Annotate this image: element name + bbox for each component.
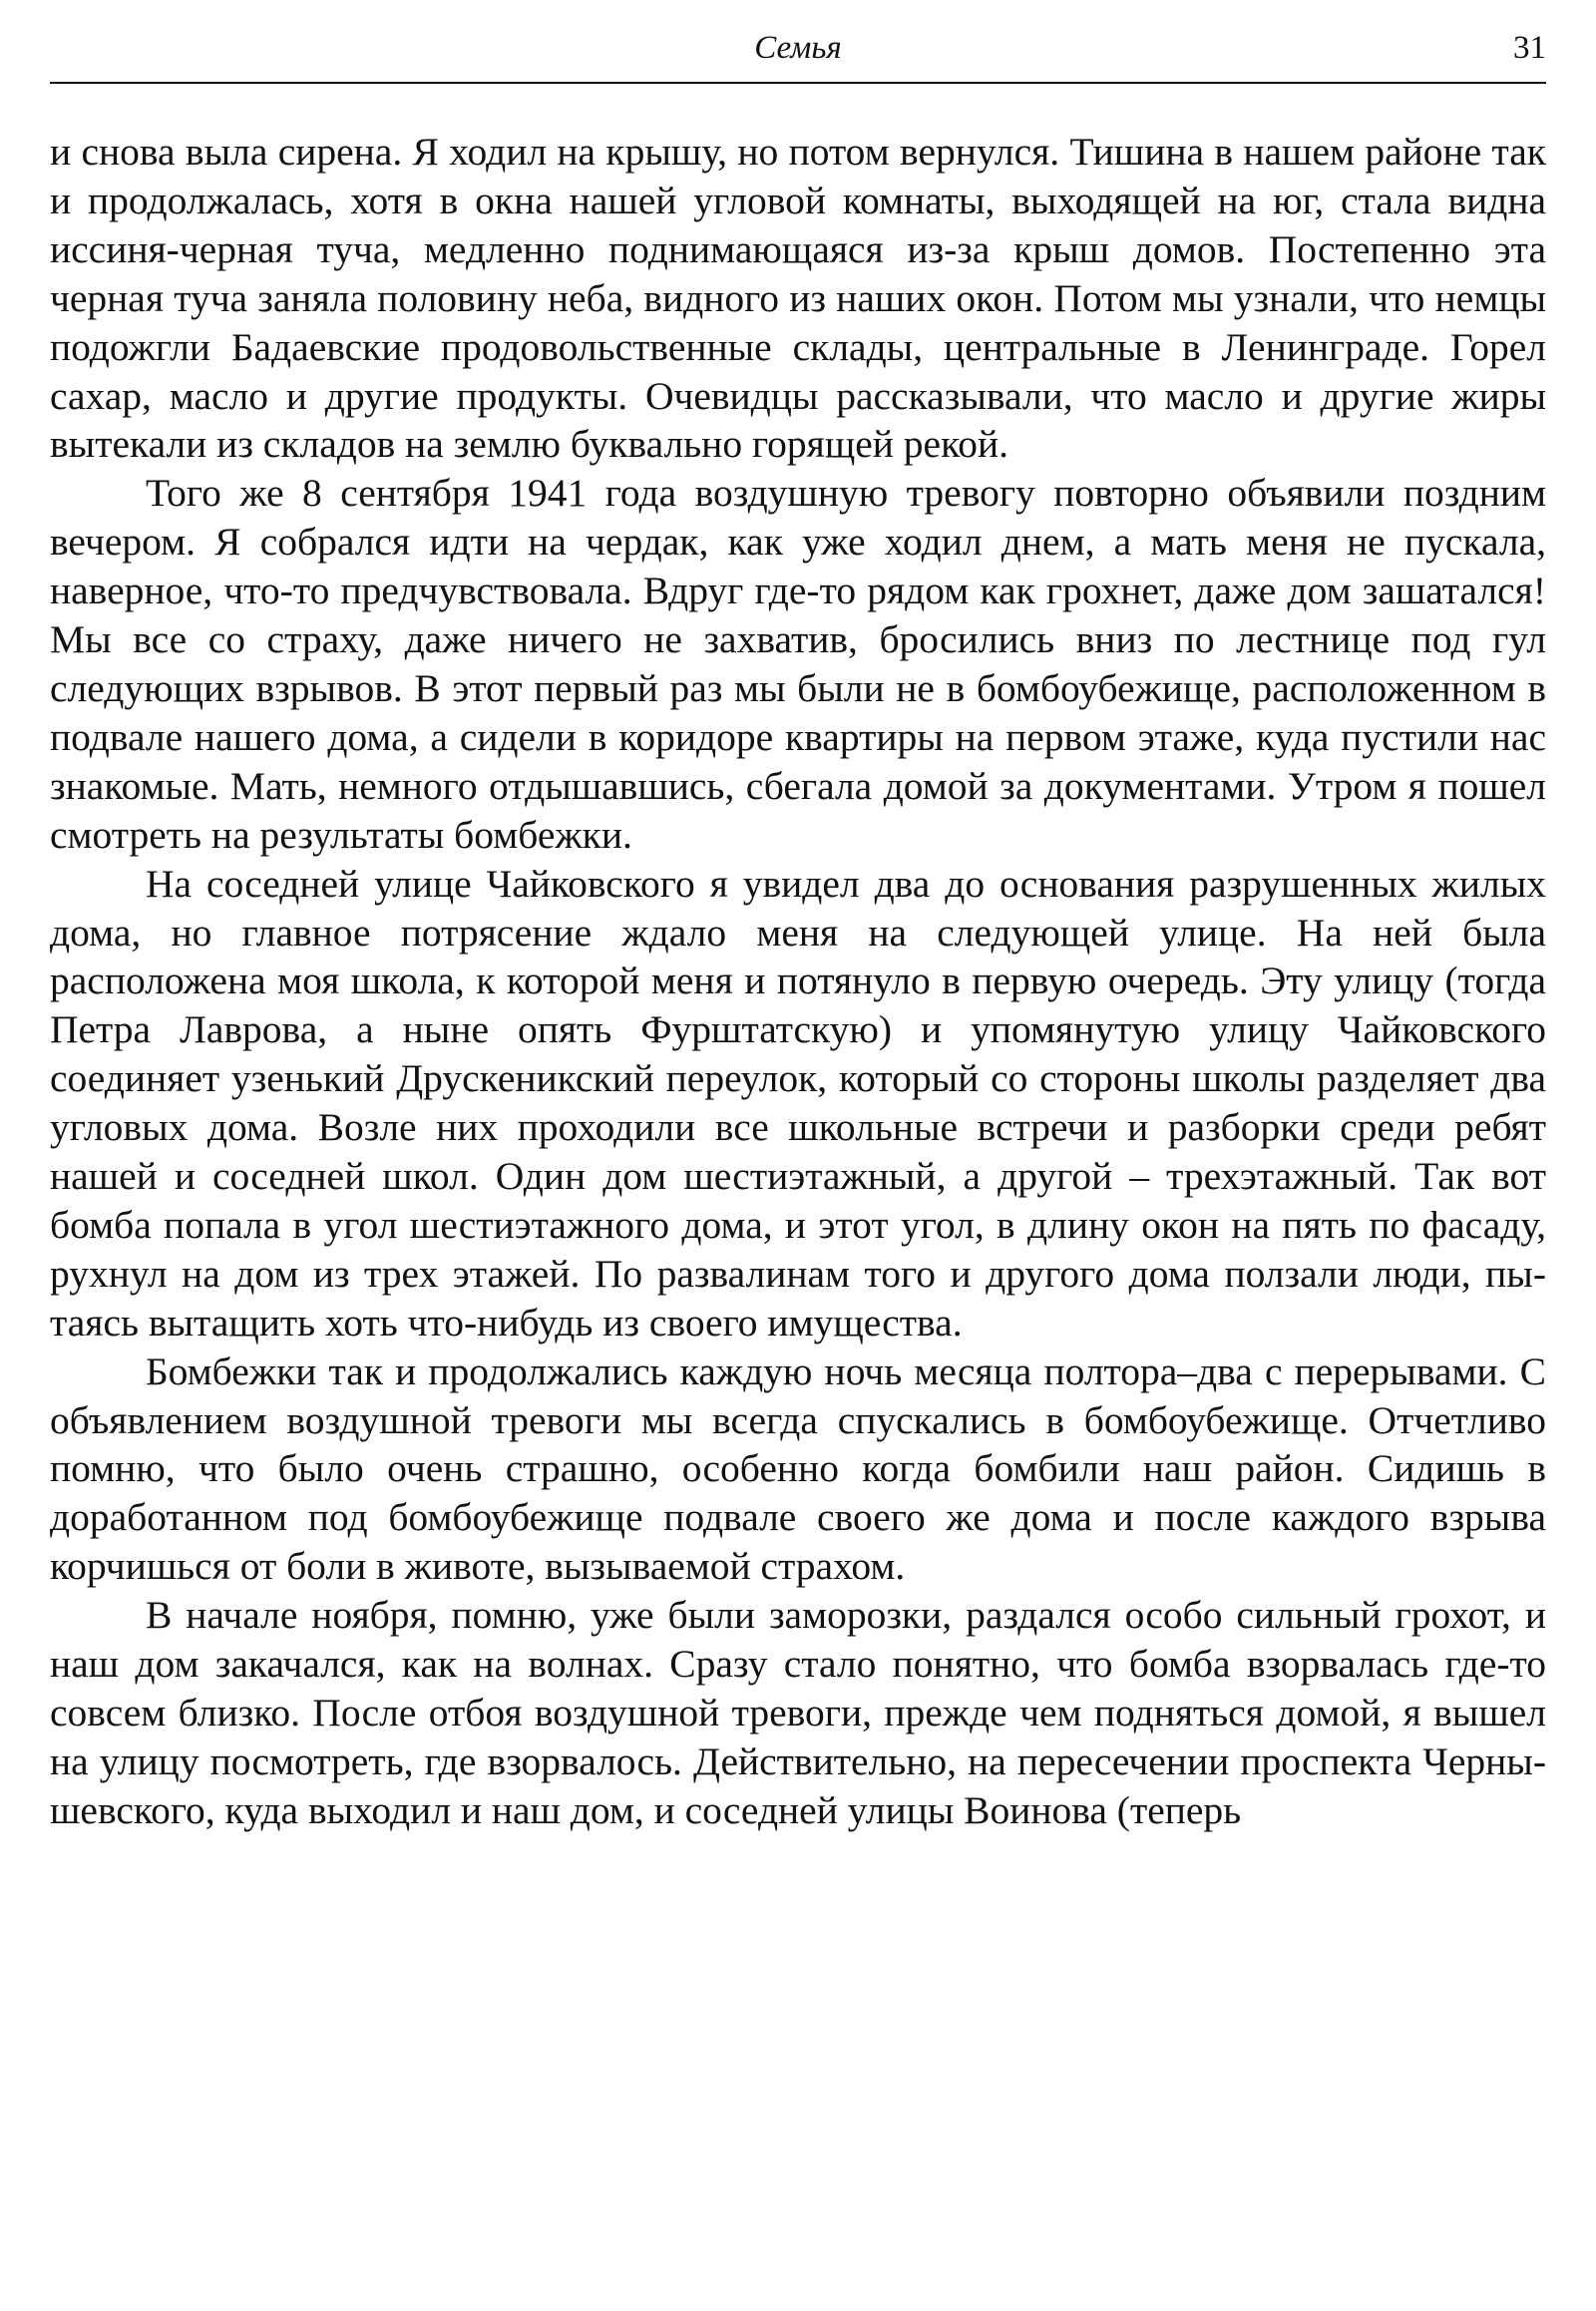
paragraph-1: и снова выла сирена. Я ходил на крышу, но потом вернулся. Тишина в нашем районе так и продолжалась, хотя в окна нашей угловой комнаты, выходящей на юг, стала видна иссиня-черная туча, медленно поднимающаяся из-за крыш домов. Постепенно эта черная туча заняла половину неба, видного из наших окон. Потом мы узнали, что немцы подожгли Бадаевские продовольственные склады, центральные в Ленинграде. Горел сахар, масло и другие продукты. Очевидцы рассказывали, что масло и другие жиры вытекали из складов на землю буквально горящей рекой. (50, 130, 1546, 467)
paragraph-5: В начале ноября, помню, уже были заморозки, раздался особо сильный грохот, и наш дом закачался, как на волнах. Сразу стало понятно, что бомба взорвалась где-то совсем близко. После отбоя воздушной тревоги, прежде чем подняться домой, я вышел на улицу посмотреть, где взорвалось. Действительно, на пересечении проспекта Чернышевского, куда выходил и наш дом, и соседней улицы Воинова (теперь (50, 1593, 1546, 1832)
paragraph-3: На соседней улице Чайковского я увидел два до основания разрушенных жилых дома, но главное потрясение ждало меня на следующей улице. На ней была расположена моя школа, к которой меня и потянуло в первую очередь. Эту улицу (тогда Петра Лаврова, а ныне опять Фурштатскую) и упомянутую улицу Чайковского соединяет узенький Друскеникский переулок, который со стороны школы разделяет два угловых дома. Возле них проходили все школьные встречи и разборки среди ребят нашей и соседней школ. Один дом шестиэтажный, а другой – трехэтажный. Так вот бомба попала в угол шестиэтажного дома, и этот угол, в длину окон на пять по фасаду, рухнул на дом из трех этажей. По развалинам того и другого дома ползали люди, пытаясь вытащить хоть что-нибудь из своего имущества. (50, 861, 1546, 1345)
running-title: Семья (754, 30, 842, 66)
page-number: 31 (1513, 30, 1546, 66)
paragraph-4: Бомбежки так и продолжались каждую ночь месяца полтора–два с перерывами. С объявлением воздушной тревоги мы всегда спускались в бомбоубежище. Отчетливо помню, что было очень страшно, особенно когда бомбили наш район. Сидишь в доработанном под бомбоубежище подвале своего же дома и после каждого взрыва корчишься от боли в животе, вызываемой страхом. (50, 1348, 1546, 1589)
body-text (50, 128, 1546, 1835)
running-header (50, 22, 1546, 84)
paragraph-2: Того же 8 сентября 1941 года воздушную тревогу повторно объявили поздним вечером. Я собрался идти на чердак, как уже ходил днем, а мать меня не пускала, наверное, что-то предчувствовала. Вдруг где-то рядом как грохнет, даже дом зашатался! Мы все со страху, даже ничего не захватив, бросились вниз по лестнице под гул следующих взрывов. В этот первый раз мы были не в бомбоубежище, расположенном в подвале нашего дома, а сидели в коридоре квартиры на первом этаже, куда пустили нас знакомые. Мать, немного отдышавшись, сбегала домой за документами. Утром я пошел смотреть на результаты бомбежки. (50, 471, 1546, 857)
